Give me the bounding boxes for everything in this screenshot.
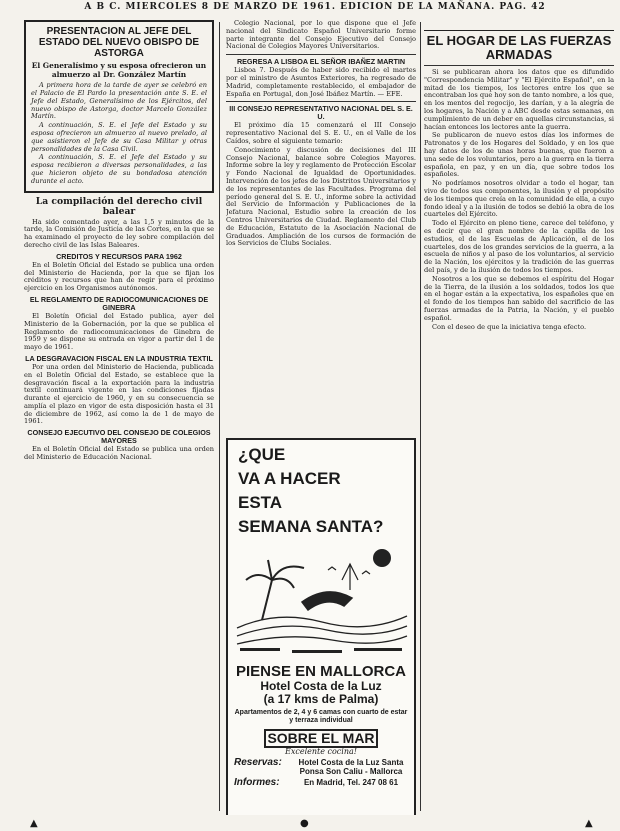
ad-headline: PIENSE EN MALLORCA [235,663,406,680]
article-title: REGRESA A LISBOA EL SEÑOR IBAÑEZ MARTIN [236,57,406,67]
ad-reservations-label: Reservas: [234,756,282,768]
article-text: Ha sido comentado ayer, a las 1,5 y minutos de la tarde, la Comisión de Justicia de las Cortes, en la que se ha examinado el proyecto de ley sobre compilación del derecho civil de las Islas Baleares. [24,217,214,249]
registration-mark-icon: ▲ [585,818,593,829]
registration-mark-icon: ● [300,818,309,829]
editorial-text: Se publicaron de nuevo estos días los informes de Patronatos y de los Hogares del Soldado, y en los que hay datos de los de unas horas buenas, que fueron a una sede de los voluntarios, pero a la guerra en la tierra española, en paz, y en un día, que sobre todos los españoles. [424,131,614,179]
ad-question-line: VA A HACER [238,469,341,488]
column-1 [24,20,214,815]
article-text: El próximo día 15 comenzará el III Consejo representativo Nacional del S. E. U., en el Valle de los Caídos, sobre el siguiente temario: [226,121,416,145]
ad-apartments: Apartamentos de 2, 4 y 6 camas con cuarto de estar y terraza individual [234,709,408,724]
editorial-text: Nosotros a los que se debemos el espíritu del Hogar de la Tierra, de la ilusión a los soldados, todos los que en el hogar están a la expectativa, los españoles que en el fondo de los tiempos han sabido del sacrificio de las fuerzas armadas de la Patria, la Nación, y el pueblo español. [424,274,614,322]
editorial-text: Todo el Ejército en pleno tiene, carece del teléfono, y es decir que el gran nombre de la capilla de los estudios, el de las Escuelas de Aplicación, el de los cuarteles, dos de los grandes servicios de la guerra, a la escuela de niños y al paso de los voluntarios, al servicio de la Nación, los ejércitos y la tradición de las guerras del país, y de la ilusión de todos los tiempos. [424,219,614,274]
divider [226,101,416,102]
ad-info [234,778,408,787]
column-2 [226,20,416,815]
ad-cuisine: Excelente cocina! [285,747,357,756]
lead-paragraph: A continuación, S. E. el Jefe del Estado y su esposa ofrecieron un almuerzo al nuevo prelado, al que asistieron el Jefe de su Casa Militar y otras personalidades de la Casa Civil. [31,121,207,153]
article-text: En el Boletín Oficial del Estado se publica una orden del Ministerio de Educación Nacional. [24,445,214,462]
editorial-text: Con el deseo de que la iniciativa tenga efecto. [432,322,587,331]
ad-reservations-value: Hotel Costa de la Luz Santa Ponsa Son Caliu - Mallorca [298,757,404,776]
divider [424,65,614,66]
article-text: En el Boletín Oficial del Estado se publica una orden del Ministerio de Hacienda, por la que se fijan los créditos y recursos que han de regir para el próximo ejercicio en los Organismos autónomos. [24,260,214,293]
article-title: III CONSEJO REPRESENTATIVO NACIONAL DEL S. E. U. [229,104,413,122]
ad-reservations [234,758,408,776]
lead-subhead: El Generalísimo y su esposa ofrecieron un almuerzo al Dr. González Martín [31,61,207,79]
column-3 [424,20,614,815]
lead-article-box [24,20,214,193]
article-title: CONSEJO EJECUTIVO DEL CONSEJO DE COLEGIOS MAYORES [27,428,211,446]
article-title: LA DESGRAVACION FISCAL EN LA INDUSTRIA TEXTIL [25,353,213,363]
mallorca-advertisement [226,438,416,815]
article-text: Lisboa 7. Después de haber sido recibido el martes por el ministro de Asuntos Exteriores, ha regresado de Madrid, completamente restablecido, el embajador de España en Portugal, don José Ibáñez Martín. — EFE. [226,66,416,98]
ad-question-line: SEMANA SANTA? [238,517,384,536]
article-title: La compilación del derecho civil balear [35,195,203,217]
article-text: Conocimiento y discusión de decisiones del III Consejo Nacional, balance sobre Colegios Mayores. Informe sobre la ley y reglamento de Protección Escolar y Fondo Nacional de Igualdad de Oportunidades. Intervención de los jefes de los Distritos Universitarios y de los representantes de las Facultades. Programa del período general del S. E. U., informe sobre la actividad del Servicio de Información y Publicaciones de la Jefatura Nacional, Estudio sobre la creación de los Centros Universitarios de Ciudad. Reglamento del Club de Educación, Estatuto de la Asociación Nacional de Graduados. Ampliación de los cursos de formación de los Servicios de Clubs Sociales. [226,145,416,248]
editorial-title: EL HOGAR DE LAS FUERZAS ARMADAS [424,30,614,62]
ad-sobre-el-mar: SOBRE EL MAR [264,729,378,748]
article-title: EL REGLAMENTO DE RADIOCOMUNICACIONES DE GINEBRA [29,294,209,312]
column-rule-2 [420,22,421,811]
article-text: Colegio Nacional, por lo que dispone que el Jefe nacional del Sindicato Español Universitario forme parte integrante del Consejo Ejecutivo del Consejo Nacional de Colegios Mayores Universitarios. [226,20,416,51]
ad-info-value: En Madrid, Tel. 247 08 61 [303,777,399,787]
ad-question-line: ¿QUE [238,445,286,464]
lead-intro: A primera hora de la tarde de ayer se celebró en el Palacio de El Pardo la presentación ante S. E. el Jefe del Estado, Generalísimo de los Ejércitos, del nuevo obispo de Astorga, doctor Marcelo González Martín. [31,81,207,121]
lead-headline: PRESENTACION AL JEFE DEL ESTADO DEL NUEVO OBISPO DE ASTORGA [38,26,200,59]
ad-hotel-name: Hotel Costa de la Luz [260,679,382,693]
page-header: A B C. MIERCOLES 8 DE MARZO DE 1961. EDICION DE LA MAÑANA. PAG. 42 [84,2,546,12]
editorial-text: No podríamos nosotros olvidar a todo el hogar, tan vivo de todos sus componentes, la ilusión y el propósito de los tiempos que creía en la comunidad de ella, a cuyo fondo ideal y a la ilusión de todos se debió la obra de los cuarteles del Ejército. [424,179,614,219]
ad-distance: (a 17 kms de Palma) [263,692,379,706]
divider [226,54,416,55]
column-rule-1 [219,22,220,811]
lead-paragraph: A continuación, S. E. el Jefe del Estado y su esposa recibieron a diversas personalidades, a las que hicieron objeto de su bondadosa atención durante el acto. [31,153,207,185]
ad-info-label: Informes: [234,776,280,788]
registration-mark-icon: ▲ [30,818,38,829]
editorial-text: Si se publicaran ahora los datos que es difundido "Correspondencia Militar" y "El Ejército Español", en la mitad de los tiempos, los lectores entre los que se encontraban los que hoy son de tanto nombre, a los que, en los mentos del regocijo, les darían, y a la alegría de los hogares, la Nación y a ABC desde estas semanas, en cumplimiento de un deber en aquellas circunstancias, si hacían entonces los lectores ante la guerra. [424,68,614,131]
article-title: CREDITOS Y RECURSOS PARA 1962 [56,251,182,261]
beach-illustration [232,540,410,660]
ad-question-line: ESTA [238,493,283,512]
article-text: El Boletín Oficial del Estado publica, ayer del Ministerio de la Gobernación, por la que se publica el Reglamento de radiocomunicaciones de Ginebra de 1959 y se dispone su entrada en vigor a partir del 1 de mayo de 1961. [24,311,214,352]
article-text: Por una orden del Ministerio de Hacienda, publicada en el Boletín Oficial del Estado, se establece que la desgravación fiscal a la exportación para la industria textil continuará vigente en las condiciones fijadas durante el ejercicio de 1960, y en su consecuencia se amplía el plazo en vigor de esta disposición hasta el 31 de diciembre de 1962, así como la de 1 de mayo de 1961. [24,362,214,426]
